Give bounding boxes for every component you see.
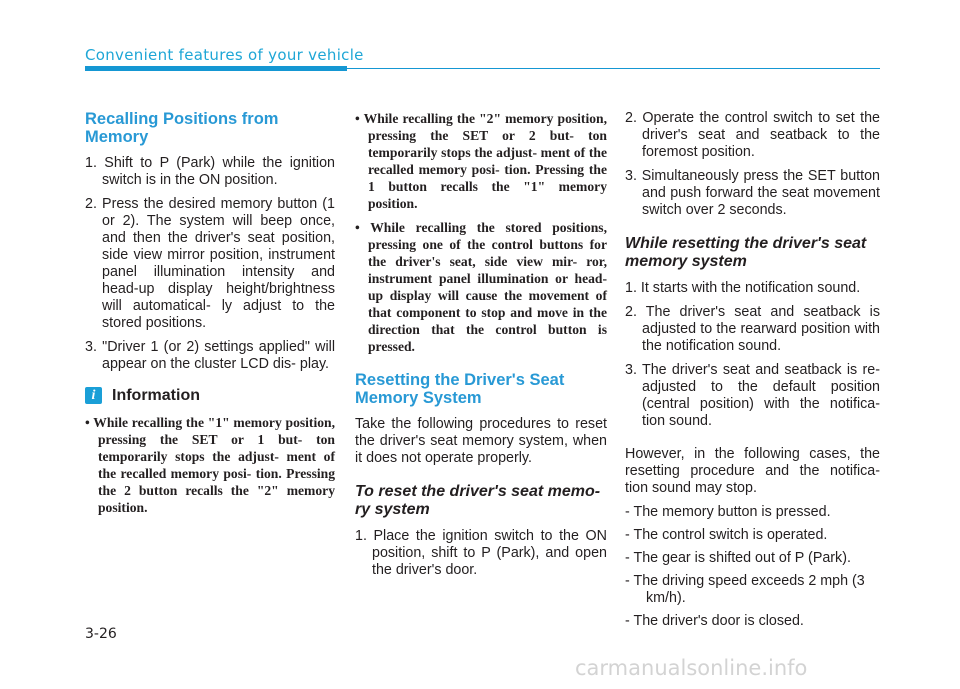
info-bullet-3: • While recalling the stored positions, pressing one of the control buttons for the driver's seat, side view mir- ror, instrument panel illumination or head-up display will cause the movement of that component to stop and move in the direction that the control button is pressed. xyxy=(355,220,607,354)
section-heading-resetting: Resetting the Driver's Seat Memory System xyxy=(355,371,565,407)
header-accent-bar xyxy=(85,66,347,71)
column-middle xyxy=(355,110,607,586)
stop-case-item: - The gear is shifted out of P (Park). xyxy=(625,550,851,566)
section-heading-recalling: Recalling Positions from Memory xyxy=(85,110,279,146)
info-bullet-2: • While recalling the "2" memory position, pressing the SET or 2 but- ton temporarily stops the adjust- ment of the recalled memory posi- tion. Pressing the 1 button recalls the "1" memory position. xyxy=(355,111,607,211)
subheading-while-resetting: While resetting the driver's seat memory system xyxy=(625,235,867,270)
page-number: 3-26 xyxy=(85,626,117,642)
recall-step-3: 3. "Driver 1 (or 2) settings applied" will appear on the cluster LCD dis- play. xyxy=(85,339,335,372)
stop-case-item: - The control switch is operated. xyxy=(625,527,828,543)
info-icon: i xyxy=(85,387,102,404)
reset-step-1: 1. Place the ignition switch to the ON position, shift to P (Park), and open the driver's door. xyxy=(355,528,607,578)
reset-step-3: 3. Simultaneously press the SET button and push forward the seat movement switch over 2 seconds. xyxy=(625,168,880,218)
column-left xyxy=(85,110,335,523)
info-bullet-1: • While recalling the "1" memory position, pressing the SET or 1 but- ton temporarily stops the adjust- ment of the recalled memory posi- tion. Pressing the 2 button recalls the "2" memory position. xyxy=(85,415,335,515)
information-title: Information xyxy=(112,387,200,404)
stop-case-item: - The driver's door is closed. xyxy=(625,613,804,629)
header-rule xyxy=(347,68,880,69)
information-header xyxy=(85,387,335,404)
while-step-3: 3. The driver's seat and seatback is re-adjusted to the default position (central position) with the notifica- tion sound. xyxy=(625,362,880,429)
reset-step-2: 2. Operate the control switch to set the driver's seat and seatback to the foremost position. xyxy=(625,110,880,160)
reset-intro: Take the following procedures to reset the driver's seat memory system, when it does not operate properly. xyxy=(355,416,607,466)
stop-cases-note: However, in the following cases, the resetting procedure and the notifica- tion sound may stop. xyxy=(625,446,880,496)
recall-step-1: 1. Shift to P (Park) while the ignition switch is in the ON position. xyxy=(85,155,335,188)
recall-step-2: 2. Press the desired memory button (1 or 2). The system will beep once, and then the driver's seat position, side view mirror position, instrument panel illumination intensity and head-up display height/brightness will automatical- ly adjust to the stored positions. xyxy=(85,196,335,331)
while-step-2: 2. The driver's seat and seatback is adjusted to the rearward position with the notification sound. xyxy=(625,304,880,354)
while-step-1: 1. It starts with the notification sound. xyxy=(625,280,861,296)
watermark: carmanualsonline.info xyxy=(575,656,808,680)
subheading-to-reset: To reset the driver's seat memo- ry system xyxy=(355,483,601,518)
column-right xyxy=(625,110,880,636)
stop-case-item: - The driving speed exceeds 2 mph (3 km/h). xyxy=(625,573,865,606)
stop-case-item: - The memory button is pressed. xyxy=(625,504,831,520)
header-title: Convenient features of your vehicle xyxy=(85,46,364,64)
